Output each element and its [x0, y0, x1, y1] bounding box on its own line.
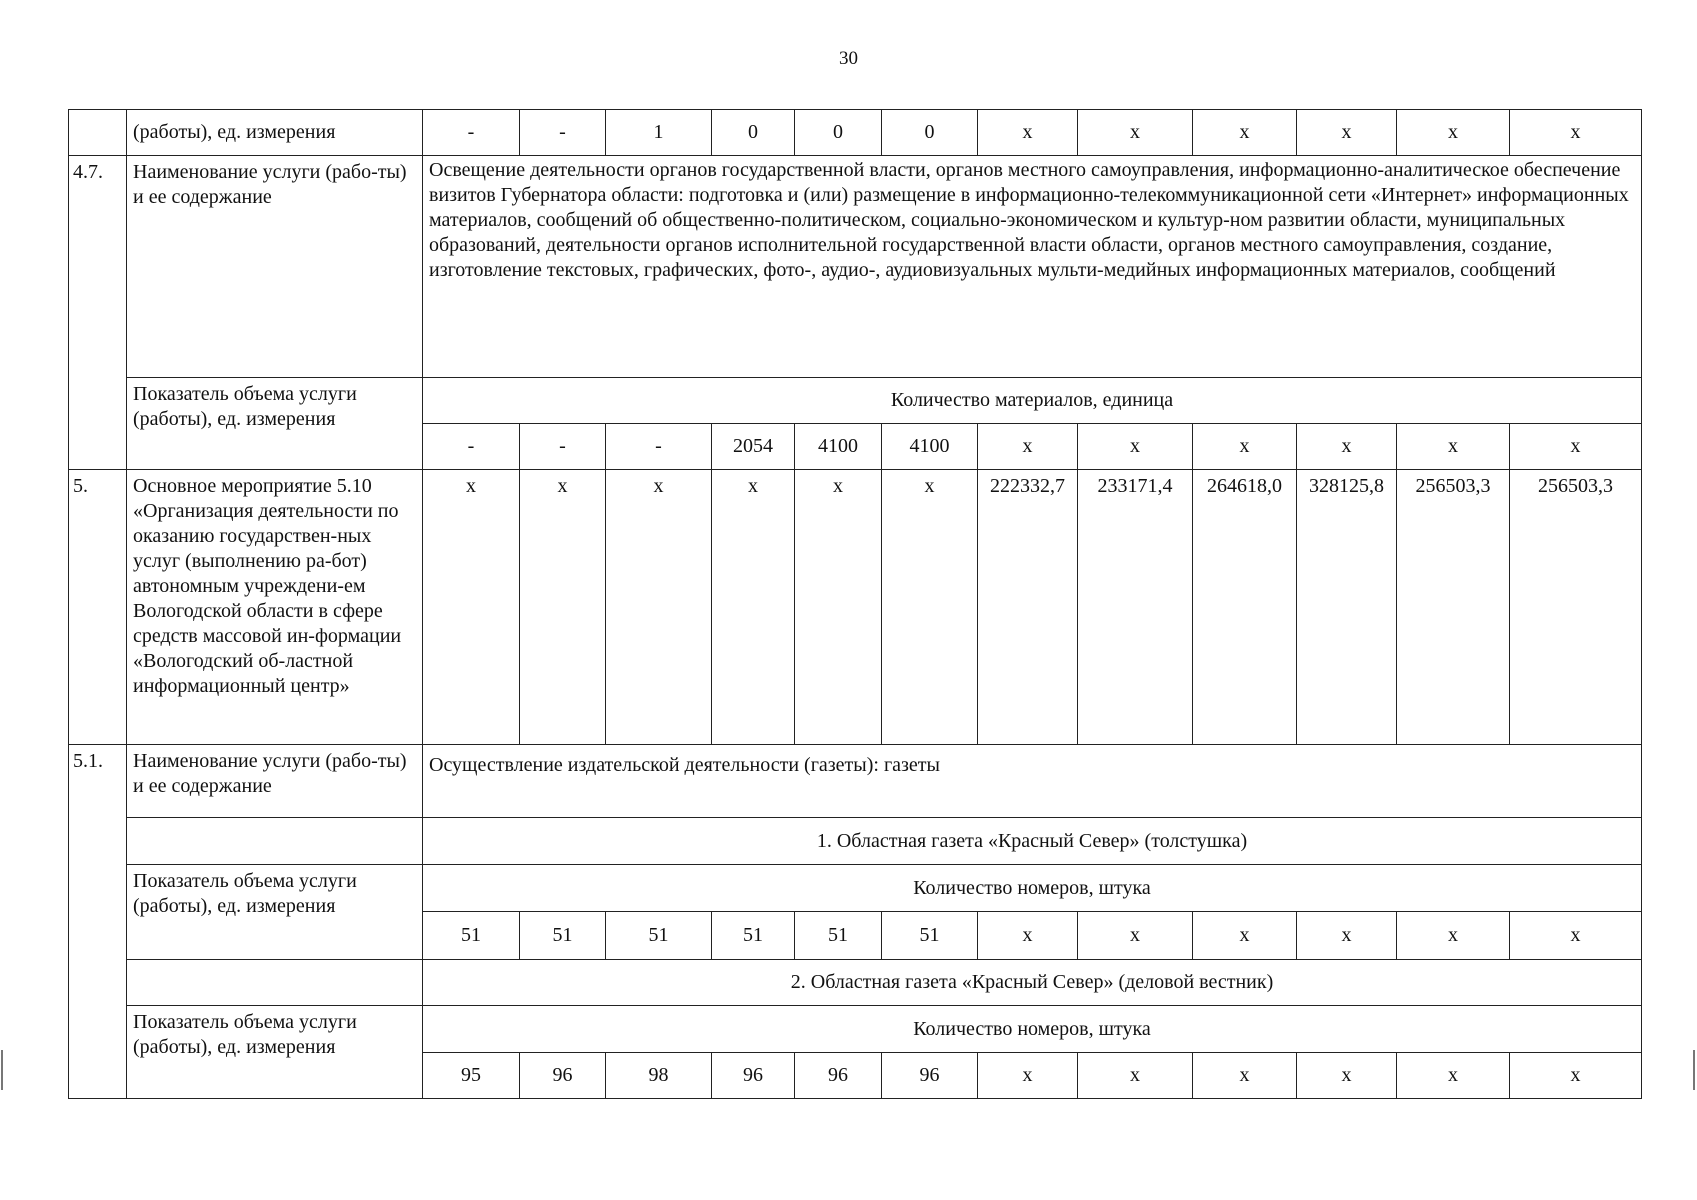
value-cell: х: [882, 470, 978, 745]
item-title: 1. Областная газета «Красный Север» (толстушка): [423, 818, 1642, 865]
value-cell: х: [1193, 912, 1297, 960]
value-cell: 51: [423, 912, 520, 960]
value-cell: 222332,7: [978, 470, 1078, 745]
value-cell: х: [520, 470, 606, 745]
value-cell: х: [1297, 1053, 1397, 1099]
value-cell: х: [1078, 110, 1193, 156]
empty-cell: [127, 818, 423, 865]
volume-label: Показатель объема услуги (работы), ед. измерения: [127, 1006, 423, 1099]
item-title: 2. Областная газета «Красный Север» (деловой вестник): [423, 960, 1642, 1006]
value-cell: 98: [606, 1053, 712, 1099]
value-cell: х: [1510, 424, 1642, 470]
volume-unit: Количество номеров, штука: [423, 1006, 1642, 1053]
value-cell: 2054: [712, 424, 795, 470]
value-cell: -: [423, 110, 520, 156]
value-cell: х: [606, 470, 712, 745]
service-description: Осуществление издательской деятельности (газеты): газеты: [423, 745, 1642, 818]
table-row: [69, 110, 1642, 156]
value-cell: 96: [882, 1053, 978, 1099]
page-number: 30: [839, 48, 858, 69]
activity-name: Основное мероприятие 5.10 «Организация деятельности по оказанию государствен-ных услуг (выполнению ра-бот) автономным учреждени-ем Вологодской области в сфере средств массовой ин-формации «Вологодский об-ластной информационный центр»: [127, 470, 423, 745]
empty-cell: [127, 960, 423, 1006]
section-number: 4.7.: [69, 156, 127, 470]
value-cell: х: [1078, 912, 1193, 960]
volume-unit: Количество материалов, единица: [423, 378, 1642, 424]
index-cell: [69, 110, 127, 156]
value-cell: х: [1397, 912, 1510, 960]
value-cell: 4100: [882, 424, 978, 470]
value-cell: 4100: [795, 424, 882, 470]
value-cell: 51: [520, 912, 606, 960]
value-cell: 51: [712, 912, 795, 960]
value-cell: 96: [520, 1053, 606, 1099]
value-cell: х: [978, 110, 1078, 156]
value-cell: 96: [795, 1053, 882, 1099]
value-cell: 51: [795, 912, 882, 960]
service-name-label: Наименование услуги (рабо-ты) и ее содержание: [127, 745, 423, 818]
value-cell: 0: [795, 110, 882, 156]
value-cell: 96: [712, 1053, 795, 1099]
table-row: [69, 1006, 1642, 1053]
value-cell: х: [1297, 912, 1397, 960]
value-cell: -: [423, 424, 520, 470]
row-label: (работы), ед. измерения: [127, 110, 423, 156]
value-cell: 328125,8: [1297, 470, 1397, 745]
value-cell: х: [978, 1053, 1078, 1099]
value-cell: х: [1297, 424, 1397, 470]
value-cell: х: [1510, 1053, 1642, 1099]
section-number: 5.: [69, 470, 127, 745]
value-cell: х: [1078, 1053, 1193, 1099]
scan-edge-mark-left: [1, 1050, 3, 1090]
value-cell: х: [1397, 424, 1510, 470]
value-cell: 51: [606, 912, 712, 960]
volume-label: Показатель объема услуги (работы), ед. измерения: [127, 378, 423, 470]
value-cell: х: [795, 470, 882, 745]
value-cell: х: [1193, 424, 1297, 470]
value-cell: -: [520, 110, 606, 156]
value-cell: х: [978, 912, 1078, 960]
value-cell: х: [1078, 424, 1193, 470]
value-cell: х: [1397, 1053, 1510, 1099]
value-cell: -: [520, 424, 606, 470]
table-row: [69, 865, 1642, 912]
table-row: [69, 960, 1642, 1006]
value-cell: х: [712, 470, 795, 745]
value-cell: 264618,0: [1193, 470, 1297, 745]
value-cell: 0: [712, 110, 795, 156]
section-number: 5.1.: [69, 745, 127, 1099]
value-cell: х: [423, 470, 520, 745]
value-cell: х: [1397, 110, 1510, 156]
volume-unit: Количество номеров, штука: [423, 865, 1642, 912]
value-cell: 1: [606, 110, 712, 156]
table-row: [69, 156, 1642, 378]
value-cell: х: [1510, 912, 1642, 960]
value-cell: 256503,3: [1397, 470, 1510, 745]
value-cell: 0: [882, 110, 978, 156]
value-cell: 256503,3: [1510, 470, 1642, 745]
program-table: [68, 109, 1642, 1099]
value-cell: х: [1510, 110, 1642, 156]
table-row: [69, 378, 1642, 424]
table-row: [69, 470, 1642, 745]
scan-edge-mark-right: [1693, 1050, 1695, 1090]
table-row: [69, 818, 1642, 865]
value-cell: -: [606, 424, 712, 470]
table-row: [69, 745, 1642, 818]
value-cell: х: [1193, 110, 1297, 156]
value-cell: 95: [423, 1053, 520, 1099]
service-description: Освещение деятельности органов государственной власти, органов местного самоуправления, информационно-аналитическое обеспечение визитов Губернатора области: подготовка и (или) размещение в информационно-телекоммуникационной сети «Интернет» информационных материалов, сообщений об общественно-политическом, социально-экономическом и культур-ном развитии области, муниципальных образований, деятельности органов исполнительной государственной власти области, органов местного самоуправления, создание, изготовление текстовых, графических, фото-, аудио-, аудиовизуальных мульти-медийных информационных материалов, сообщений: [423, 156, 1642, 378]
value-cell: х: [1193, 1053, 1297, 1099]
volume-label: Показатель объема услуги (работы), ед. измерения: [127, 865, 423, 960]
value-cell: 51: [882, 912, 978, 960]
value-cell: х: [978, 424, 1078, 470]
service-name-label: Наименование услуги (рабо-ты) и ее содержание: [127, 156, 423, 378]
value-cell: 233171,4: [1078, 470, 1193, 745]
value-cell: х: [1297, 110, 1397, 156]
